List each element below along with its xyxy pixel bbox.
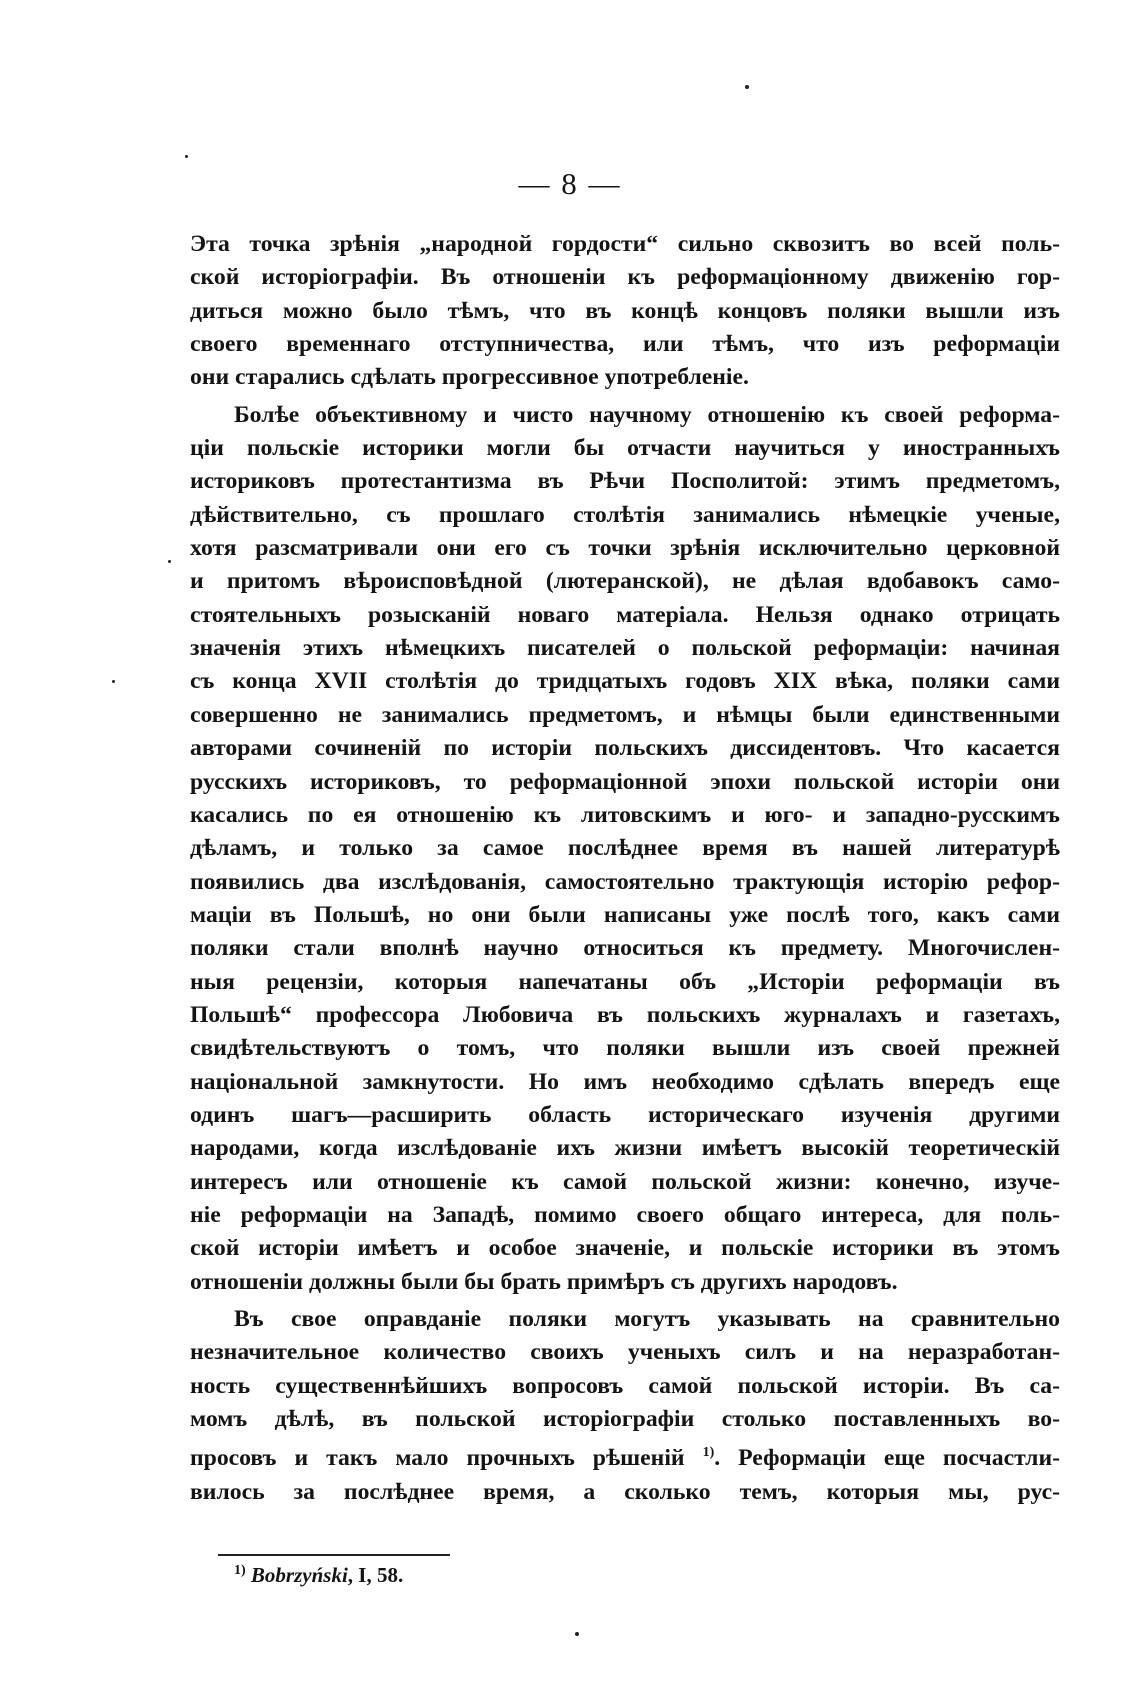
text-line: отношеніи должны были бы брать примѣръ съ другихъ народовъ. (190, 1268, 898, 1295)
text-line: Болѣе объективному и чисто научному отношенію къ своей реформа- (234, 401, 1060, 428)
footnote-citation: , I, 58. (347, 1563, 404, 1587)
print-speck (112, 680, 115, 683)
text-line: ныя рецензіи, которыя напечатаны объ „Исторіи реформаціи въ (190, 968, 1060, 995)
text-line: ской исторіи имѣетъ и особое значеніе, и польскіе историки въ этомъ (190, 1235, 1060, 1262)
text-line (190, 1436, 1060, 1475)
footnote-author: Bobrzyński (250, 1563, 348, 1587)
text-line: поляки стали вполнѣ научно относиться къ предмету. Многочислен- (190, 935, 1060, 962)
text-line: съ конца XVII столѣтія до тридцатыхъ годовъ XIX вѣка, поляки сами (190, 668, 1060, 695)
print-speck (575, 1632, 579, 1636)
text-line: Въ свое оправданіе поляки могутъ указывать на сравнительно (234, 1306, 1060, 1332)
paragraph-3 (190, 1303, 1060, 1509)
text-line: Польшѣ“ профессора Любовича въ польскихъ журналахъ и газетахъ, (190, 1001, 1060, 1028)
paragraph-2 (190, 399, 1060, 1299)
footnote-reference: 1) (702, 1445, 715, 1461)
text-line: ность существеннѣйшихъ вопросовъ самой польской исторіи. Въ са- (190, 1372, 1060, 1399)
text-line: ціи польскіе историки могли бы отчасти научиться у иностранныхъ (190, 435, 1060, 462)
text-line: ской исторіографіи. Въ отношеніи къ реформаціонному движенію гор- (190, 264, 1060, 291)
text-line: незначительное количество своихъ ученыхъ силъ и на неразработан- (190, 1339, 1060, 1366)
text-line: Эта точка зрѣнія „народной гордости“ сильно сквозитъ во всей поль- (190, 231, 1060, 257)
text-line: интересъ или отношеніе къ самой польской жизни: конечно, изуче- (190, 1168, 1060, 1195)
text-line: появились два изслѣдованія, самостоятельно трактующія исторію рефор- (190, 868, 1060, 895)
text-line: свидѣтельствуютъ о томъ, что поляки вышли изъ своей прежней (190, 1035, 1060, 1062)
text-line: совершенно не занимались предметомъ, и нѣмцы были единственными (190, 701, 1060, 728)
print-speck (168, 560, 171, 563)
text-line: вилось за послѣднее время, а сколько темъ, которыя мы, рус- (190, 1478, 1060, 1505)
text-line: народами, когда изслѣдованіе ихъ жизни имѣетъ высокій теоретическій (190, 1135, 1060, 1162)
text-line: момъ дѣлѣ, въ польской исторіографіи столько поставленныхъ во- (190, 1406, 1060, 1433)
text-line: диться можно было тѣмъ, что въ концѣ концовъ поляки вышли изъ (190, 297, 1060, 324)
text-fragment: просовъ и такъ мало прочныхъ рѣшеній (190, 1445, 685, 1472)
text-line: и притомъ вѣроисповѣдной (лютеранской), не дѣлая вдобавокъ само- (190, 568, 1060, 595)
text-line: хотя разсматривали они его съ точки зрѣнія исключительно церковной (190, 535, 1060, 562)
footnote (234, 1563, 403, 1588)
text-line: ніе реформаціи на Западѣ, помимо своего общаго интереса, для поль- (190, 1201, 1060, 1228)
text-line: русскихъ историковъ, то реформаціонной эпохи польской исторіи они (190, 768, 1060, 795)
text-line: историковъ протестантизма въ Рѣчи Посполитой: этимъ предметомъ, (190, 468, 1060, 495)
text-line: касались по ея отношенію къ литовскимъ и юго- и западно-русскимъ (190, 801, 1060, 828)
footnote-marker: 1) (234, 1563, 246, 1578)
text-line: національной замкнутости. Но имъ необходимо сдѣлать впередъ еще (190, 1068, 1060, 1095)
main-text (190, 228, 1060, 1509)
paragraph-1 (190, 228, 1060, 395)
print-speck (745, 85, 749, 89)
text-line: одинъ шагъ—расширить область историческаго изученія другими (190, 1101, 1060, 1128)
text-line: дѣламъ, и только за самое послѣднее время въ нашей литературѣ (190, 835, 1060, 862)
print-speck (185, 155, 188, 158)
text-line: дѣйствительно, съ прошлаго столѣтія занимались нѣмецкіе ученые, (190, 501, 1060, 528)
text-line: стоятельныхъ розысканій новаго матеріала. Нельзя однако отрицать (190, 601, 1060, 628)
text-line: маціи въ Польшѣ, но они были написаны уже послѣ того, какъ сами (190, 901, 1060, 928)
text-line: авторами сочиненій по исторіи польскихъ диссидентовъ. Что касается (190, 735, 1060, 762)
page-number: — 8 — (518, 166, 622, 201)
text-line: они старались сдѣлать прогрессивное употребленіе. (190, 364, 749, 391)
text-line: значенія этихъ нѣмецкихъ писателей о польской реформаціи: начиная (190, 635, 1060, 662)
footnote-divider (218, 1554, 450, 1556)
text-line: своего временнаго отступничества, или тѣмъ, что изъ реформаціи (190, 331, 1060, 358)
text-fragment: . Реформаціи еще посчастли- (714, 1445, 1060, 1472)
